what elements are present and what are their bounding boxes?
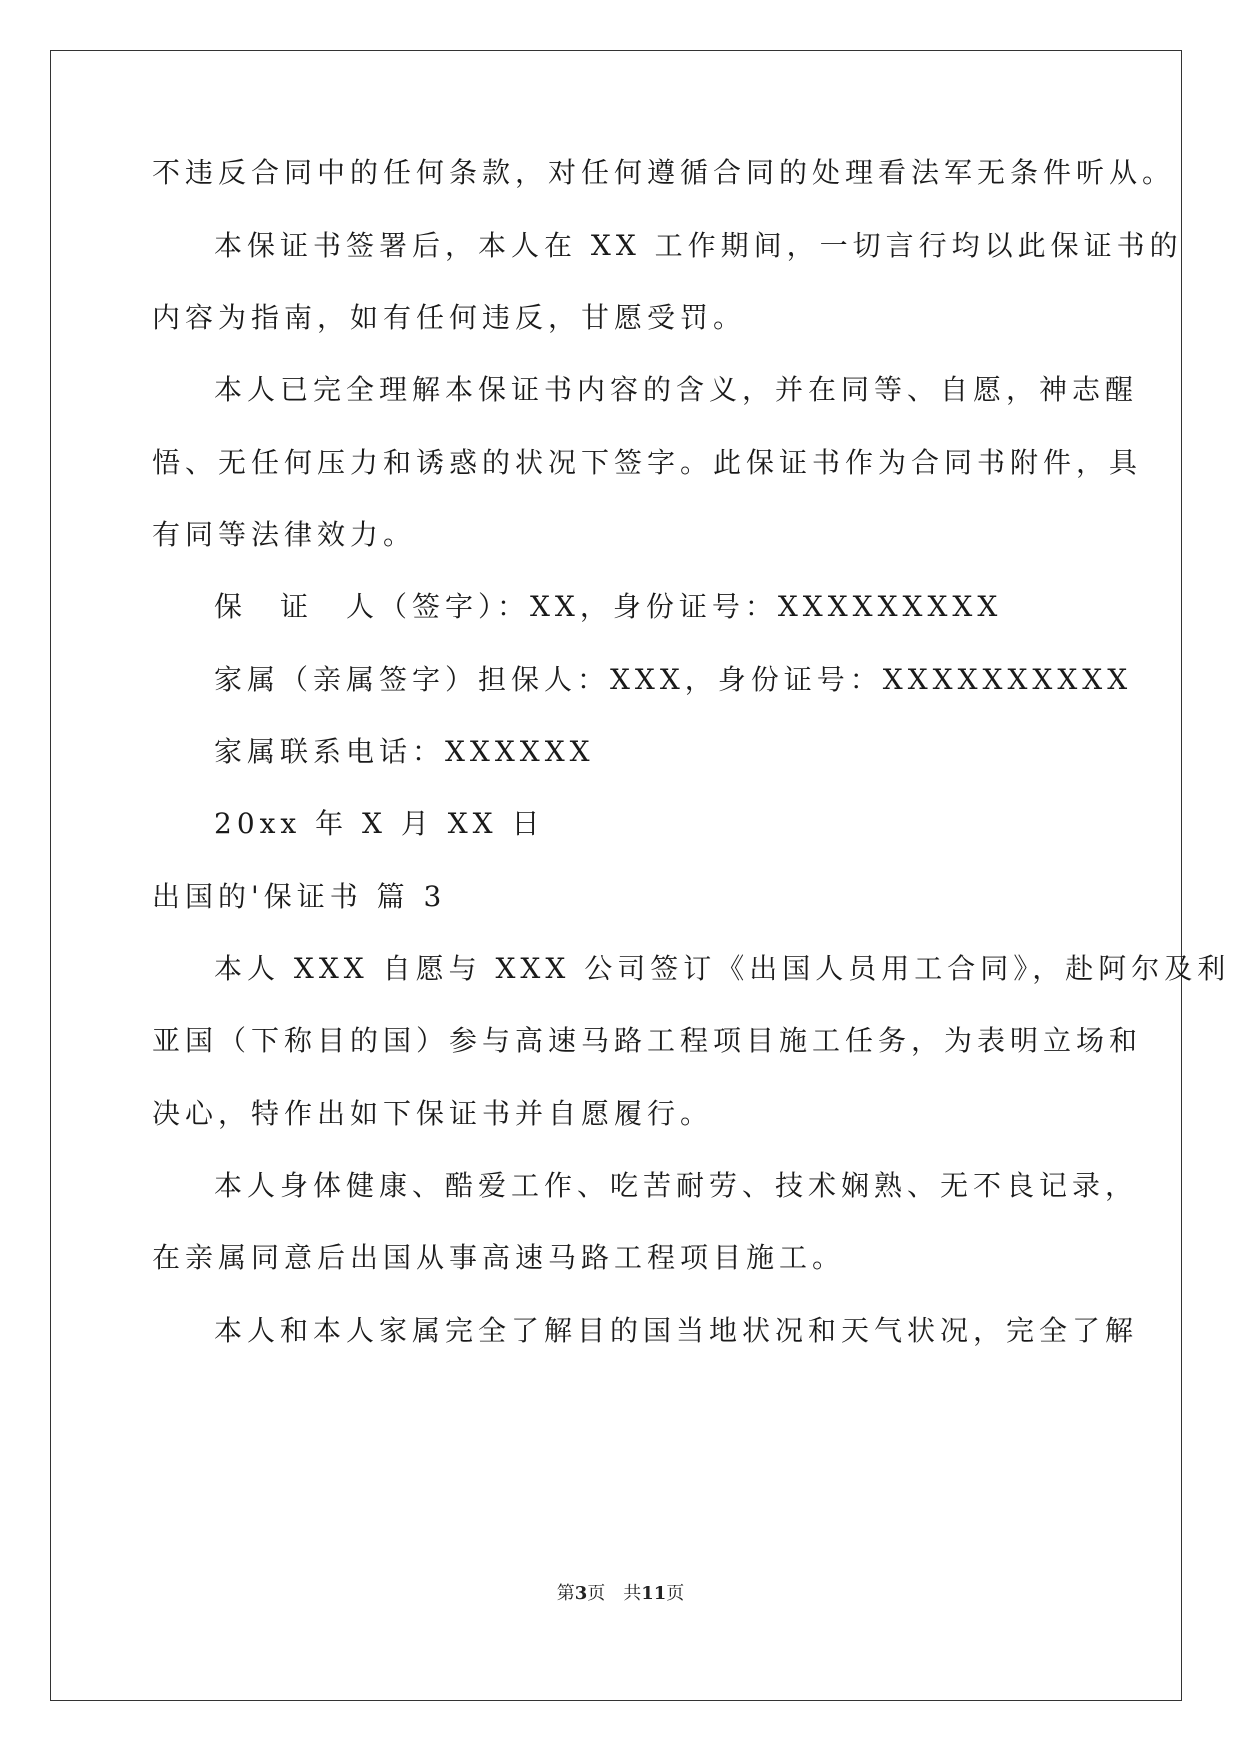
text-line: 本保证书签署后，本人在 XX 工作期间，一切言行均以此保证书的 xyxy=(214,229,1183,262)
text-line: 亚国（下称目的国）参与高速马路工程项目施工任务，为表明立场和 xyxy=(152,1024,1143,1057)
text-line: 内容为指南，如有任何违反，甘愿受罚。 xyxy=(152,301,747,334)
contact-phone-line: 家属联系电话：XXXXXX xyxy=(214,735,595,768)
text-line: 有同等法律效力。 xyxy=(152,518,417,551)
signature-line: 保 证 人（签字）：XX，身份证号：XXXXXXXXX xyxy=(214,590,1003,623)
section-heading: 出国的'保证书 篇 3 xyxy=(152,880,447,913)
page-total: 11 xyxy=(641,1583,667,1604)
text-line: 本人和本人家属完全了解目的国当地状况和天气状况，完全了解 xyxy=(214,1314,1139,1347)
text-line: 在亲属同意后出国从事高速马路工程项目施工。 xyxy=(152,1241,846,1274)
date-line: 20xx 年 X 月 XX 日 xyxy=(214,807,545,840)
footer-prefix: 第 xyxy=(556,1583,575,1604)
page-footer xyxy=(0,1582,1241,1606)
text-line: 本人已完全理解本保证书内容的含义，并在同等、自愿，神志醒 xyxy=(214,373,1139,406)
page-current: 3 xyxy=(574,1583,588,1604)
text-line: 悟、无任何压力和诱惑的状况下签字。此保证书作为合同书附件，具 xyxy=(152,446,1143,479)
guarantor-line: 家属（亲属签字）担保人：XXX，身份证号：XXXXXXXXXX xyxy=(214,663,1133,696)
text-line: 本人 XXX 自愿与 XXX 公司签订《出国人员用工合同》，赴阿尔及利 xyxy=(214,952,1231,985)
footer-mid: 页 共 xyxy=(587,1583,642,1604)
text-line: 决心，特作出如下保证书并自愿履行。 xyxy=(152,1097,714,1130)
text-line: 不违反合同中的任何条款，对任何遵循合同的处理看法军无条件听从。 xyxy=(152,156,1176,189)
footer-suffix: 页 xyxy=(666,1583,685,1604)
text-line: 本人身体健康、酷爱工作、吃苦耐劳、技术娴熟、无不良记录， xyxy=(214,1169,1139,1202)
